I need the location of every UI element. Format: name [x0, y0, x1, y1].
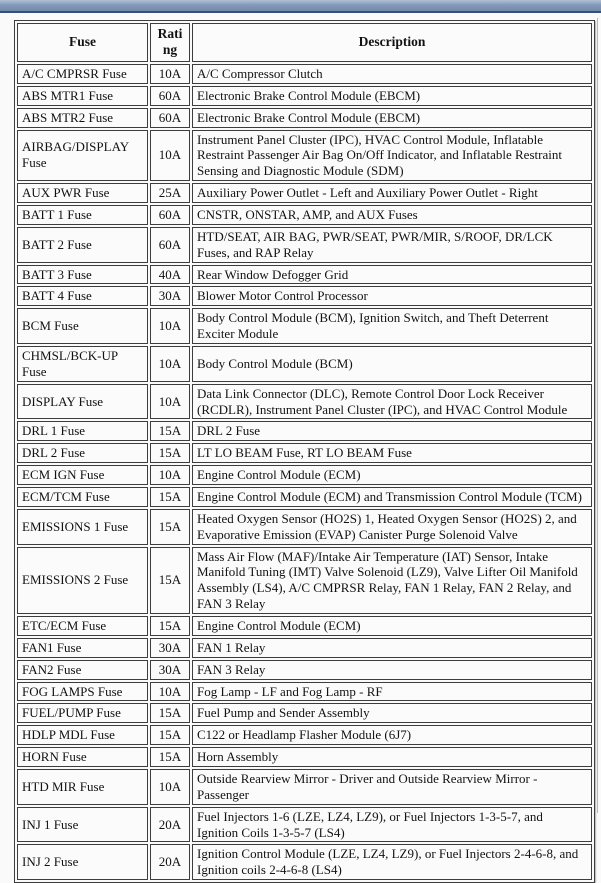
rating-cell: 25A: [150, 183, 190, 203]
fuse-cell: INJ 1 Fuse: [17, 807, 148, 843]
description-cell: FAN 3 Relay: [192, 660, 592, 680]
table-body: [17, 64, 592, 880]
table-row: [17, 308, 592, 344]
description-cell: Body Control Module (BCM): [192, 346, 592, 382]
description-cell: Electronic Brake Control Module (EBCM): [192, 86, 592, 106]
rating-cell: 15A: [150, 703, 190, 723]
description-cell: Auxiliary Power Outlet - Left and Auxiliary Power Outlet - Right: [192, 183, 592, 203]
fuse-table: [14, 20, 595, 883]
header-description: Description: [192, 23, 592, 62]
table-header-row: [17, 23, 592, 62]
fuse-cell: CHMSL/BCK-UP Fuse: [17, 346, 148, 382]
header-rating: Rating: [150, 23, 190, 62]
rating-cell: 10A: [150, 769, 190, 805]
table-row: [17, 487, 592, 507]
table-row: [17, 465, 592, 485]
description-cell: C122 or Headlamp Flasher Module (6J7): [192, 725, 592, 745]
rating-cell: 30A: [150, 660, 190, 680]
table-row: [17, 384, 592, 420]
description-cell: DRL 2 Fuse: [192, 421, 592, 441]
description-cell: Engine Control Module (ECM) and Transmission Control Module (TCM): [192, 487, 592, 507]
description-cell: Ignition Control Module (LZE, LZ4, LZ9), or Fuel Injectors 2-4-6-8, and Ignition coils 2-4-6-8 (LS4): [192, 844, 592, 880]
description-cell: Rear Window Defogger Grid: [192, 265, 592, 285]
fuse-cell: ECM IGN Fuse: [17, 465, 148, 485]
fuse-cell: BATT 2 Fuse: [17, 227, 148, 263]
table-row: [17, 205, 592, 225]
rating-cell: 15A: [150, 487, 190, 507]
rating-cell: 15A: [150, 421, 190, 441]
fuse-cell: ABS MTR1 Fuse: [17, 86, 148, 106]
table-row: [17, 265, 592, 285]
description-cell: Engine Control Module (ECM): [192, 616, 592, 636]
rating-cell: 10A: [150, 682, 190, 702]
table-row: [17, 346, 592, 382]
description-cell: Instrument Panel Cluster (IPC), HVAC Control Module, Inflatable Restraint Passenger Air Bag On/Off Indicator, and Inflatable Restraint Sensing and Diagnostic Module (SDM): [192, 130, 592, 182]
rating-cell: 10A: [150, 465, 190, 485]
fuse-cell: DRL 1 Fuse: [17, 421, 148, 441]
fuse-cell: INJ 2 Fuse: [17, 844, 148, 880]
table-row: [17, 638, 592, 658]
fuse-cell: FUEL/PUMP Fuse: [17, 703, 148, 723]
fuse-cell: HORN Fuse: [17, 747, 148, 767]
page-edge-line: [597, 18, 598, 813]
description-cell: A/C Compressor Clutch: [192, 64, 592, 84]
table-row: [17, 509, 592, 545]
description-cell: HTD/SEAT, AIR BAG, PWR/SEAT, PWR/MIR, S/ROOF, DR/LCK Fuses, and RAP Relay: [192, 227, 592, 263]
fuse-cell: ETC/ECM Fuse: [17, 616, 148, 636]
rating-cell: 20A: [150, 807, 190, 843]
table-row: [17, 747, 592, 767]
description-cell: Fuel Injectors 1-6 (LZE, LZ4, LZ9), or Fuel Injectors 1-3-5-7, and Ignition Coils 1-3-5-7 (LS4): [192, 807, 592, 843]
description-cell: Mass Air Flow (MAF)/Intake Air Temperature (IAT) Sensor, Intake Manifold Tuning (IMT) Valve Solenoid (LZ9), Valve Lifter Oil Manifold Assembly (LS4), A/C CMPRSR Relay, FAN 1 Relay, FAN 2 Relay, and FAN 3 Relay: [192, 547, 592, 614]
table-row: [17, 682, 592, 702]
fuse-cell: FAN2 Fuse: [17, 660, 148, 680]
rating-cell: 15A: [150, 509, 190, 545]
rating-cell: 15A: [150, 616, 190, 636]
fuse-cell: FAN1 Fuse: [17, 638, 148, 658]
table-row: [17, 227, 592, 263]
description-cell: Horn Assembly: [192, 747, 592, 767]
description-cell: Electronic Brake Control Module (EBCM): [192, 108, 592, 128]
rating-cell: 30A: [150, 286, 190, 306]
fuse-cell: ABS MTR2 Fuse: [17, 108, 148, 128]
fuse-cell: ECM/TCM Fuse: [17, 487, 148, 507]
fuse-cell: DISPLAY Fuse: [17, 384, 148, 420]
table-row: [17, 844, 592, 880]
rating-cell: 30A: [150, 638, 190, 658]
description-cell: Blower Motor Control Processor: [192, 286, 592, 306]
table-row: [17, 703, 592, 723]
table-row: [17, 286, 592, 306]
rating-cell: 60A: [150, 86, 190, 106]
fuse-cell: EMISSIONS 2 Fuse: [17, 547, 148, 614]
description-cell: FAN 1 Relay: [192, 638, 592, 658]
rating-cell: 40A: [150, 265, 190, 285]
table-row: [17, 660, 592, 680]
description-cell: Outside Rearview Mirror - Driver and Outside Rearview Mirror - Passenger: [192, 769, 592, 805]
rating-cell: 15A: [150, 547, 190, 614]
table-row: [17, 86, 592, 106]
description-cell: CNSTR, ONSTAR, AMP, and AUX Fuses: [192, 205, 592, 225]
rating-cell: 60A: [150, 227, 190, 263]
table-row: [17, 547, 592, 614]
description-cell: Fog Lamp - LF and Fog Lamp - RF: [192, 682, 592, 702]
fuse-cell: DRL 2 Fuse: [17, 443, 148, 463]
table-row: [17, 421, 592, 441]
table-row: [17, 108, 592, 128]
table-row: [17, 130, 592, 182]
rating-cell: 10A: [150, 384, 190, 420]
fuse-cell: HTD MIR Fuse: [17, 769, 148, 805]
fuse-cell: EMISSIONS 1 Fuse: [17, 509, 148, 545]
fuse-cell: BCM Fuse: [17, 308, 148, 344]
description-cell: Body Control Module (BCM), Ignition Switch, and Theft Deterrent Exciter Module: [192, 308, 592, 344]
table-row: [17, 807, 592, 843]
description-cell: Heated Oxygen Sensor (HO2S) 1, Heated Oxygen Sensor (HO2S) 2, and Evaporative Emission (EVAP) Canister Purge Solenoid Valve: [192, 509, 592, 545]
description-cell: Engine Control Module (ECM): [192, 465, 592, 485]
rating-cell: 15A: [150, 725, 190, 745]
rating-cell: 10A: [150, 130, 190, 182]
fuse-cell: BATT 4 Fuse: [17, 286, 148, 306]
table-row: [17, 616, 592, 636]
table-row: [17, 183, 592, 203]
fuse-cell: A/C CMPRSR Fuse: [17, 64, 148, 84]
rating-cell: 10A: [150, 64, 190, 84]
table-row: [17, 725, 592, 745]
table-row: [17, 769, 592, 805]
rating-cell: 60A: [150, 108, 190, 128]
description-cell: LT LO BEAM Fuse, RT LO BEAM Fuse: [192, 443, 592, 463]
fuse-cell: AIRBAG/DISPLAY Fuse: [17, 130, 148, 182]
rating-cell: 15A: [150, 747, 190, 767]
rating-cell: 15A: [150, 443, 190, 463]
table-row: [17, 443, 592, 463]
rating-cell: 10A: [150, 346, 190, 382]
description-cell: Data Link Connector (DLC), Remote Control Door Lock Receiver (RCDLR), Instrument Panel Cluster (IPC), and HVAC Control Module: [192, 384, 592, 420]
fuse-cell: HDLP MDL Fuse: [17, 725, 148, 745]
title-bar: [0, 0, 601, 13]
table-row: [17, 64, 592, 84]
fuse-cell: BATT 1 Fuse: [17, 205, 148, 225]
fuse-cell: BATT 3 Fuse: [17, 265, 148, 285]
rating-cell: 10A: [150, 308, 190, 344]
fuse-cell: FOG LAMPS Fuse: [17, 682, 148, 702]
rating-cell: 20A: [150, 844, 190, 880]
rating-cell: 60A: [150, 205, 190, 225]
header-fuse: Fuse: [17, 23, 148, 62]
fuse-cell: AUX PWR Fuse: [17, 183, 148, 203]
description-cell: Fuel Pump and Sender Assembly: [192, 703, 592, 723]
